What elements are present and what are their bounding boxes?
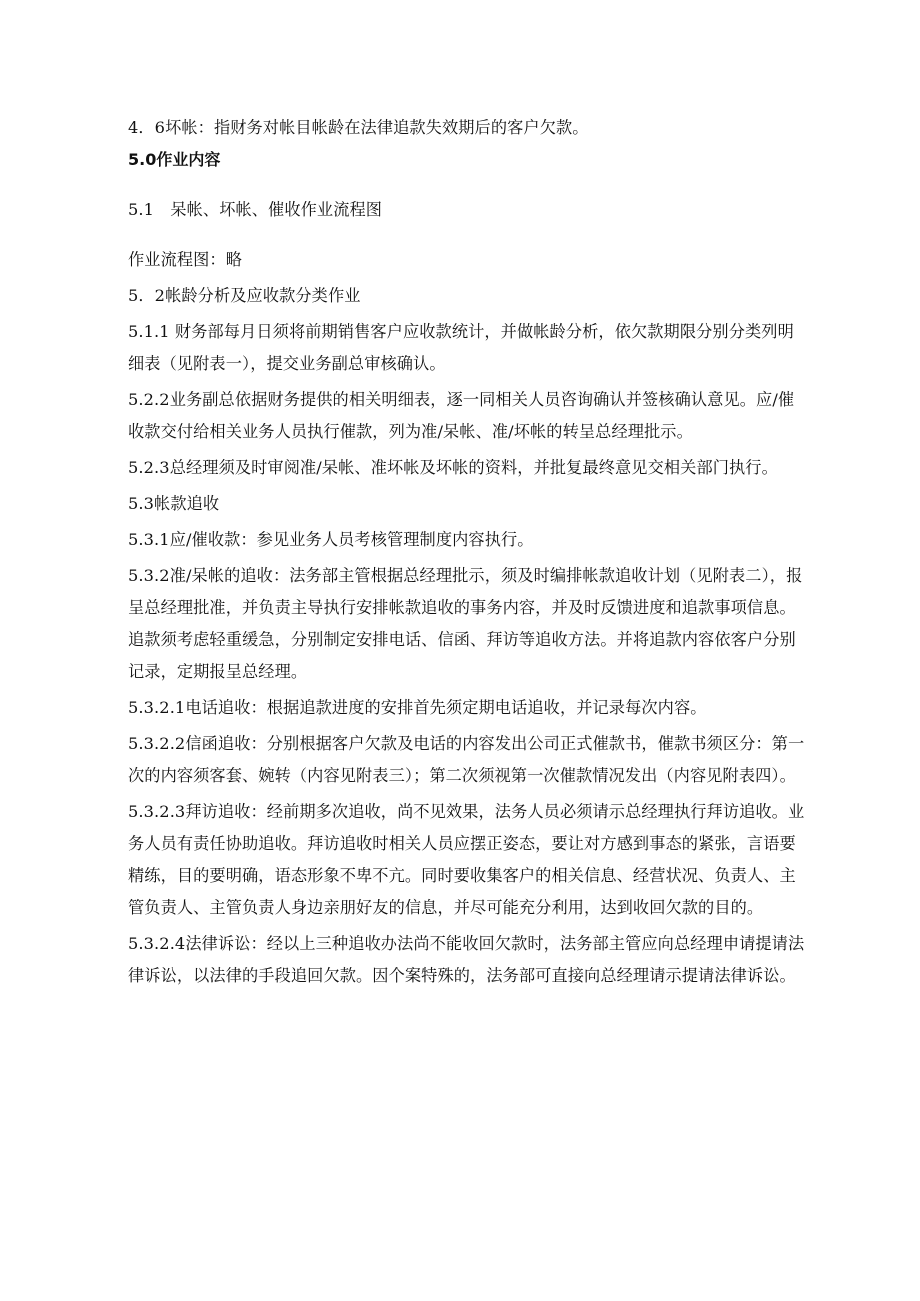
clause-5-3-2-2: 5.3.2.2信函追收：分别根据客户欠款及电话的内容发出公司正式催款书，催款书须区分：第一次的内容须客套、婉转（内容见附表三）；第二次须视第一次催款情况发出（内容见附表四）。 <box>128 734 805 785</box>
clause-5-2-aging-analysis: 5．2帐龄分析及应收款分类作业 <box>128 286 361 305</box>
clause-4-6-bad-debt: 4．6坏帐：指财务对帐目帐龄在法律追款失效期后的客户欠款。 <box>128 118 589 137</box>
clause-5-3-collection: 5.3帐款追收 <box>128 494 220 513</box>
clause-5-3-2-3: 5.3.2.3拜访追收：经前期多次追收，尚不见效果，法务人员必须请示总经理执行拜访追收。业务人员有责任协助追收。拜访追收时相关人员应摆正姿态，要让对方感到事态的紧张，言语要精练，目的要明确，语态形象不卑不亢。同时要收集客户的相关信息、经营状况、负责人、主管负责人、主管负责人身边亲朋好友的信息，并尽可能充分利用，达到收回欠款的目的。 <box>128 802 805 917</box>
section-heading-5-0: 5.0作业内容 <box>128 150 221 169</box>
flowchart-note: 作业流程图：略 <box>128 250 243 269</box>
clause-5-1-flowchart-title: 5.1 呆帐、坏帐、催收作业流程图 <box>128 200 383 219</box>
clause-5-3-2: 5.3.2准/呆帐的追收：法务部主管根据总经理批示，须及时编排帐款追收计划（见附表二），报呈总经理批准，并负责主导执行安排帐款追收的事务内容，并及时反馈进度和追款事项信息。追款须考虑轻重缓急，分别制定安排电话、信函、拜访等追收方法。并将追款内容依客户分别记录，定期报呈总经理。 <box>128 566 803 681</box>
clause-5-3-1: 5.3.1应/催收款：参见业务人员考核管理制度内容执行。 <box>128 530 534 549</box>
clause-5-3-2-1: 5.3.2.1电话追收：根据追款进度的安排首先须定期电话追收，并记录每次内容。 <box>128 698 707 717</box>
clause-5-3-2-4: 5.3.2.4法律诉讼：经以上三种追收办法尚不能收回欠款时，法务部主管应向总经理申请提请法律诉讼，以法律的手段追回欠款。因个案特殊的，法务部可直接向总经理请示提请法律诉讼。 <box>128 934 805 985</box>
document-body <box>128 112 808 992</box>
clause-5-2-2: 5.2.2业务副总依据财务提供的相关明细表，逐一同相关人员咨询确认并签核确认意见。应/催收款交付给相关业务人员执行催款，列为准/呆帐、准/坏帐的转呈总经理批示。 <box>128 390 795 441</box>
clause-5-1-1: 5.1.1 财务部每月日须将前期销售客户应收款统计，并做帐龄分析，依欠款期限分别分类列明细表（见附表一），提交业务副总审核确认。 <box>128 322 794 373</box>
clause-5-2-3: 5.2.3总经理须及时审阅准/呆帐、准坏帐及坏帐的资料，并批复最终意见交相关部门执行。 <box>128 458 778 477</box>
